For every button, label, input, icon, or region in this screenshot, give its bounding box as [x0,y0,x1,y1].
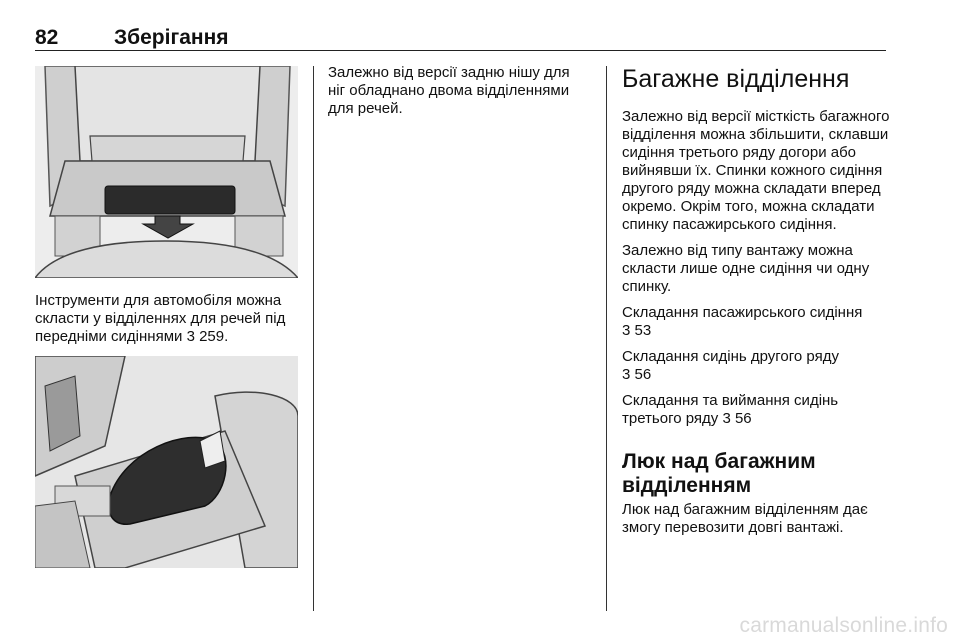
xref-passenger-seat[interactable]: Складання пасажирського сидіння 3 53 [622,304,863,339]
cargo-paragraph-2: Залежно від типу вантажу можна скласти лише одне сидіння чи одну спинку. [622,242,870,295]
figure-rear-footwell-compartment [35,356,298,568]
column-divider-2 [606,66,607,611]
figure-underseat-drawer [35,66,298,278]
watermark: carmanualsonline.info [739,614,948,637]
section-title: Зберігання [114,26,229,49]
column-2 [328,64,590,118]
cargo-paragraph-1: Залежно від версії місткість багажного відділення можна збільшити, склавши сидіння третього ряду догори або вийнявши їх. Спинки кожного сидіння другого ряду можна складати вперед окремо. Окрім того, можна складати спинку пасажирського сидіння. [622,108,890,233]
hatch-paragraph: Люк над багажним відділенням дає змогу перевозити довгі вантажі. [622,501,868,536]
heading-cargo-compartment: Багажне відділення [622,65,850,93]
heading-load-through-hatch: Люк над багажним відділенням [622,450,816,497]
header-rule [35,50,886,51]
column-divider-1 [313,66,314,611]
figure1-caption: Інструменти для автомобіля можна скласти у відділеннях для речей під передніми сидіннями 3 259. [35,292,286,345]
xref-third-row-seats[interactable]: Складання та виймання сидінь третього ряду 3 56 [622,392,839,427]
rear-footwell-paragraph: Залежно від версії задню нішу для ніг обладнано двома відділеннями для речей. [328,64,570,117]
column-3 [622,64,890,545]
page-number: 82 [35,26,59,49]
xref-second-row-seats[interactable]: Складання сидінь другого ряду 3 56 [622,348,839,383]
